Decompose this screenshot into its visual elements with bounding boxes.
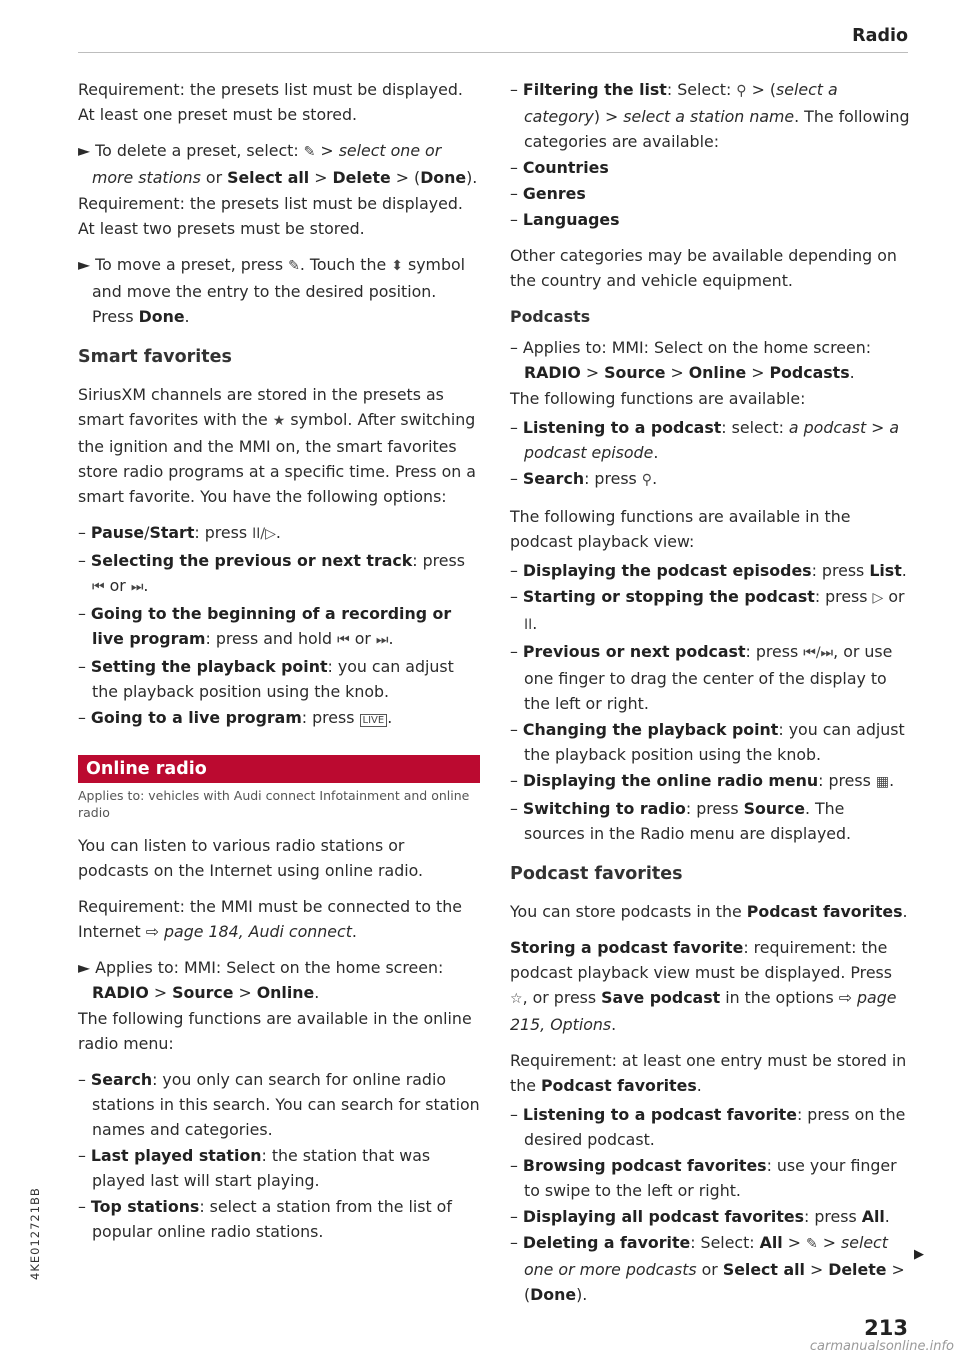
smart-favorites-paragraph: SiriusXM channels are stored in the presets as smart favorites with the ★ symbol. After switching the ignition and the MMI on, the smart favorites store radio programs at a specific time. Press on a smart favorite. You have the following options: xyxy=(78,385,476,506)
grid-menu-icon: ▦ xyxy=(875,774,890,790)
list-item: – Displaying the online radio menu: press ▦. xyxy=(510,771,895,790)
previous-next-icon: ⏮/⏭ xyxy=(803,645,834,661)
page-reference-link[interactable]: ⇨ page 184, Audi connect xyxy=(145,922,352,941)
online-radio-intro: You can listen to various radio stations or podcasts on the Internet using online radio. xyxy=(78,836,424,880)
list-item: – Setting the playback point: you can adjust the playback position using the knob. xyxy=(78,657,454,701)
online-radio-functions-intro: The following functions are available in the online radio menu: xyxy=(78,1009,472,1053)
previous-track-icon: ⏮ xyxy=(92,579,105,595)
move-handle-icon: ⬍ xyxy=(391,258,403,274)
watermark: carmanualsonline.info xyxy=(809,1339,954,1354)
next-track-icon: ⏭ xyxy=(130,579,144,595)
applies-to-note: Applies to: vehicles with Audi connect Infotainment and online radio xyxy=(78,788,470,820)
header-divider xyxy=(78,52,908,53)
list-item: – Displaying all podcast favorites: press All. xyxy=(510,1207,890,1226)
next-track-icon: ⏭ xyxy=(375,632,389,648)
live-icon: LIVE xyxy=(360,714,388,727)
list-item: – Previous or next podcast: press ⏮/⏭, or use one finger to drag the center of the display to the left or right. xyxy=(510,642,893,713)
list-item: – Pause/Start: press II/▷. xyxy=(78,523,281,542)
list-item: – Languages xyxy=(510,210,620,229)
previous-track-icon: ⏮ xyxy=(337,632,350,648)
right-column xyxy=(510,77,910,1308)
edit-icon: ✎ xyxy=(303,144,316,160)
requirement-paragraph: Requirement: the presets list must be displayed. At least two presets must be stored. xyxy=(78,194,463,238)
podcasts-heading: Podcasts xyxy=(510,307,591,326)
smart-star-icon: ★ xyxy=(272,413,286,429)
list-item: – Browsing podcast favorites: use your finger to swipe to the left or right. xyxy=(510,1156,897,1200)
podcasts-applies-step: – Applies to: MMI: Select on the home screen: RADIO > Source > Online > Podcasts. xyxy=(510,338,872,382)
edit-icon: ✎ xyxy=(805,1236,818,1252)
list-item: – Filtering the list: Select: ⚲ > (select a category) > select a station name. The following categories are available: xyxy=(510,80,910,151)
search-icon: ⚲ xyxy=(736,83,747,99)
list-item: – Going to the beginning of a recording or live program: press and hold ⏮ or ⏭. xyxy=(78,604,452,648)
podcast-functions-intro: The following functions are available: xyxy=(510,389,806,408)
playback-functions-intro: The following functions are available in the podcast playback view: xyxy=(510,507,851,551)
move-preset-step: ► To move a preset, press ✎. Touch the ⬍ symbol and move the entry to the desired position. Press Done. xyxy=(78,255,466,326)
list-item: – Genres xyxy=(510,184,586,203)
list-item: – Going to a live program: press LIVE . xyxy=(78,708,393,727)
page-reference-link[interactable]: ⇨ page 215, Options xyxy=(510,988,897,1034)
edit-icon: ✎ xyxy=(288,258,300,274)
list-item: – Countries xyxy=(510,158,609,177)
list-item: – Top stations: select a station from the list of popular online radio stations. xyxy=(78,1197,452,1241)
list-item: – Listening to a podcast favorite: press on the desired podcast. xyxy=(510,1105,906,1149)
requirement-paragraph: Requirement: at least one entry must be stored in the Podcast favorites. xyxy=(510,1051,907,1095)
podcast-favorites-intro: You can store podcasts in the Podcast favorites. xyxy=(510,902,908,921)
document-code: 4KE012721BB xyxy=(28,1187,42,1280)
online-radio-step: ► Applies to: MMI: Select on the home screen: RADIO > Source > Online. xyxy=(78,958,444,1002)
page-number: 213 xyxy=(864,1316,908,1340)
online-radio-section-banner: Online radio xyxy=(78,755,480,783)
pause-icon: II xyxy=(524,617,533,633)
requirement-paragraph: Requirement: the presets list must be displayed. At least one preset must be stored. xyxy=(78,80,463,124)
list-item: – Changing the playback point: you can adjust the playback position using the knob. xyxy=(510,720,905,764)
star-icon: ☆ xyxy=(510,991,523,1007)
list-item: – Deleting a favorite: Select: All > ✎ > select one or more podcasts or Select all > Delete > (Done). xyxy=(510,1233,905,1304)
list-item: – Selecting the previous or next track: press ⏮ or ⏭. xyxy=(78,551,465,595)
left-column xyxy=(78,77,480,1245)
play-icon: ▷ xyxy=(872,590,884,606)
pause-play-icon: II/▷ xyxy=(252,526,276,542)
search-icon: ⚲ xyxy=(641,472,653,488)
list-item: – Search: press ⚲. xyxy=(510,469,658,488)
list-item: – Listening to a podcast: select: a podcast > a podcast episode. xyxy=(510,418,900,462)
storing-favorite-paragraph: Storing a podcast favorite: requirement: the podcast playback view must be displayed. Press ☆, or press Save podcast in the options ⇨ page 215, Options. xyxy=(510,938,897,1034)
list-item: – Starting or stopping the podcast: press ▷ or II. xyxy=(510,587,905,633)
continue-arrow-icon: ▶ xyxy=(914,1247,924,1262)
delete-preset-step: ► To delete a preset, select: ✎ > select one or more stations or Select all > Delete > (Done). xyxy=(78,141,478,187)
page-header-title: Radio xyxy=(852,26,908,46)
list-item: – Search: you only can search for online radio stations in this search. You can search for station names and categories. xyxy=(78,1070,480,1139)
list-item: – Last played station: the station that was played last will start playing. xyxy=(78,1146,431,1190)
list-item: – Switching to radio: press Source. The sources in the Radio menu are displayed. xyxy=(510,799,852,843)
smart-favorites-heading: Smart favorites xyxy=(78,347,232,367)
other-categories-paragraph: Other categories may be available depending on the country and vehicle equipment. xyxy=(510,246,897,290)
podcast-favorites-heading: Podcast favorites xyxy=(510,864,683,884)
list-item: – Displaying the podcast episodes: press List. xyxy=(510,561,907,580)
online-radio-requirement: Requirement: the MMI must be connected to the Internet ⇨ page 184, Audi connect. xyxy=(78,897,462,941)
